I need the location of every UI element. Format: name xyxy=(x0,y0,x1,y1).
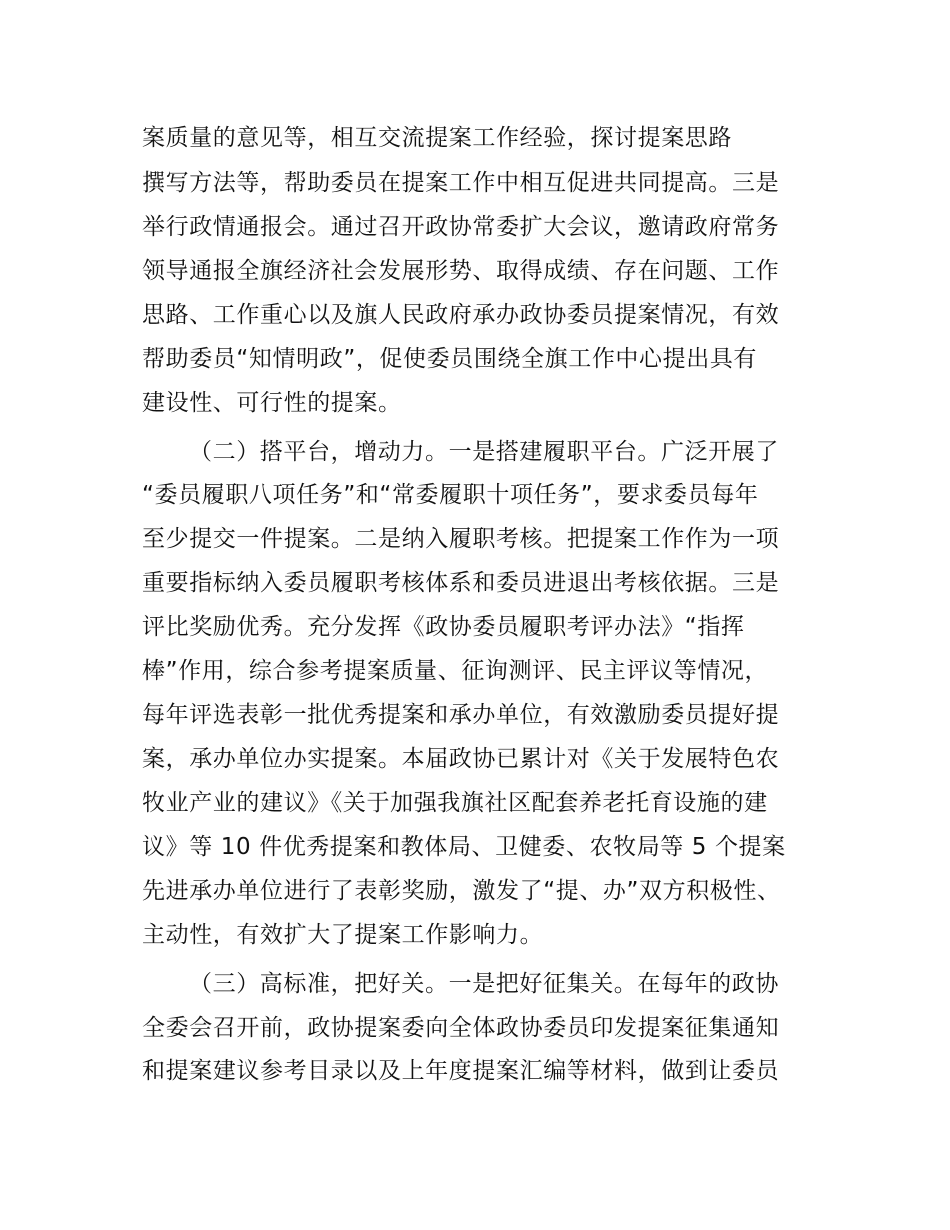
text-line: 议》等 10 件优秀提案和教体局、卫健委、农牧局等 5 个提案 xyxy=(142,834,786,860)
text-line: 和提案建议参考目录以及上年度提案汇编等材料，做到让委员 xyxy=(142,1058,780,1084)
text-line: 案，承办单位办实提案。本届政协已累计对《关于发展特色农 xyxy=(142,746,780,772)
text-line: 棒”作用，综合参考提案质量、征询测评、民主评议等情况， xyxy=(142,658,769,684)
text-line: 举行政情通报会。通过召开政协常委扩大会议，邀请政府常务 xyxy=(142,214,780,240)
text-line: “委员履职八项任务”和“常委履职十项任务”，要求委员每年 xyxy=(142,482,759,508)
text-line: 领导通报全旗经济社会发展形势、取得成绩、存在问题、工作 xyxy=(142,258,780,284)
text-line: 案质量的意见等，相互交流提案工作经验，探讨提案思路 xyxy=(142,125,732,151)
text-line: 先进承办单位进行了表彰奖励，激发了“提、办”双方积极性、 xyxy=(142,878,781,904)
paragraph-heading-line: （三）高标准，把好关。一是把好征集关。在每年的政协 xyxy=(189,971,779,997)
text-line: 主动性，有效扩大了提案工作影响力。 xyxy=(142,922,544,948)
text-line: 思路、工作重心以及旗人民政府承办政协委员提案情况，有效 xyxy=(142,302,780,328)
text-line: 至少提交一件提案。二是纳入履职考核。把提案工作作为一项 xyxy=(142,526,780,552)
paragraph-heading-line: （二）搭平台，增动力。一是搭建履职平台。广泛开展了 xyxy=(189,439,779,465)
text-line: 评比奖励优秀。充分发挥《政协委员履职考评办法》“指挥 xyxy=(142,614,745,640)
text-line: 牧业产业的建议》《关于加强我旗社区配套养老托育设施的建 xyxy=(142,790,768,816)
text-line: 帮助委员“知情明政”，促使委员围绕全旗工作中心提出具有 xyxy=(142,346,758,372)
text-line: 全委会召开前，政协提案委向全体政协委员印发提案征集通知 xyxy=(142,1015,780,1041)
text-line: 撰写方法等，帮助委员在提案工作中相互促进共同提高。三是 xyxy=(142,170,780,196)
text-line: 建设性、可行性的提案。 xyxy=(142,390,402,416)
text-line: 重要指标纳入委员履职考核体系和委员进退出考核依据。三是 xyxy=(142,570,780,596)
text-line: 每年评选表彰一批优秀提案和承办单位，有效激励委员提好提 xyxy=(142,702,780,728)
